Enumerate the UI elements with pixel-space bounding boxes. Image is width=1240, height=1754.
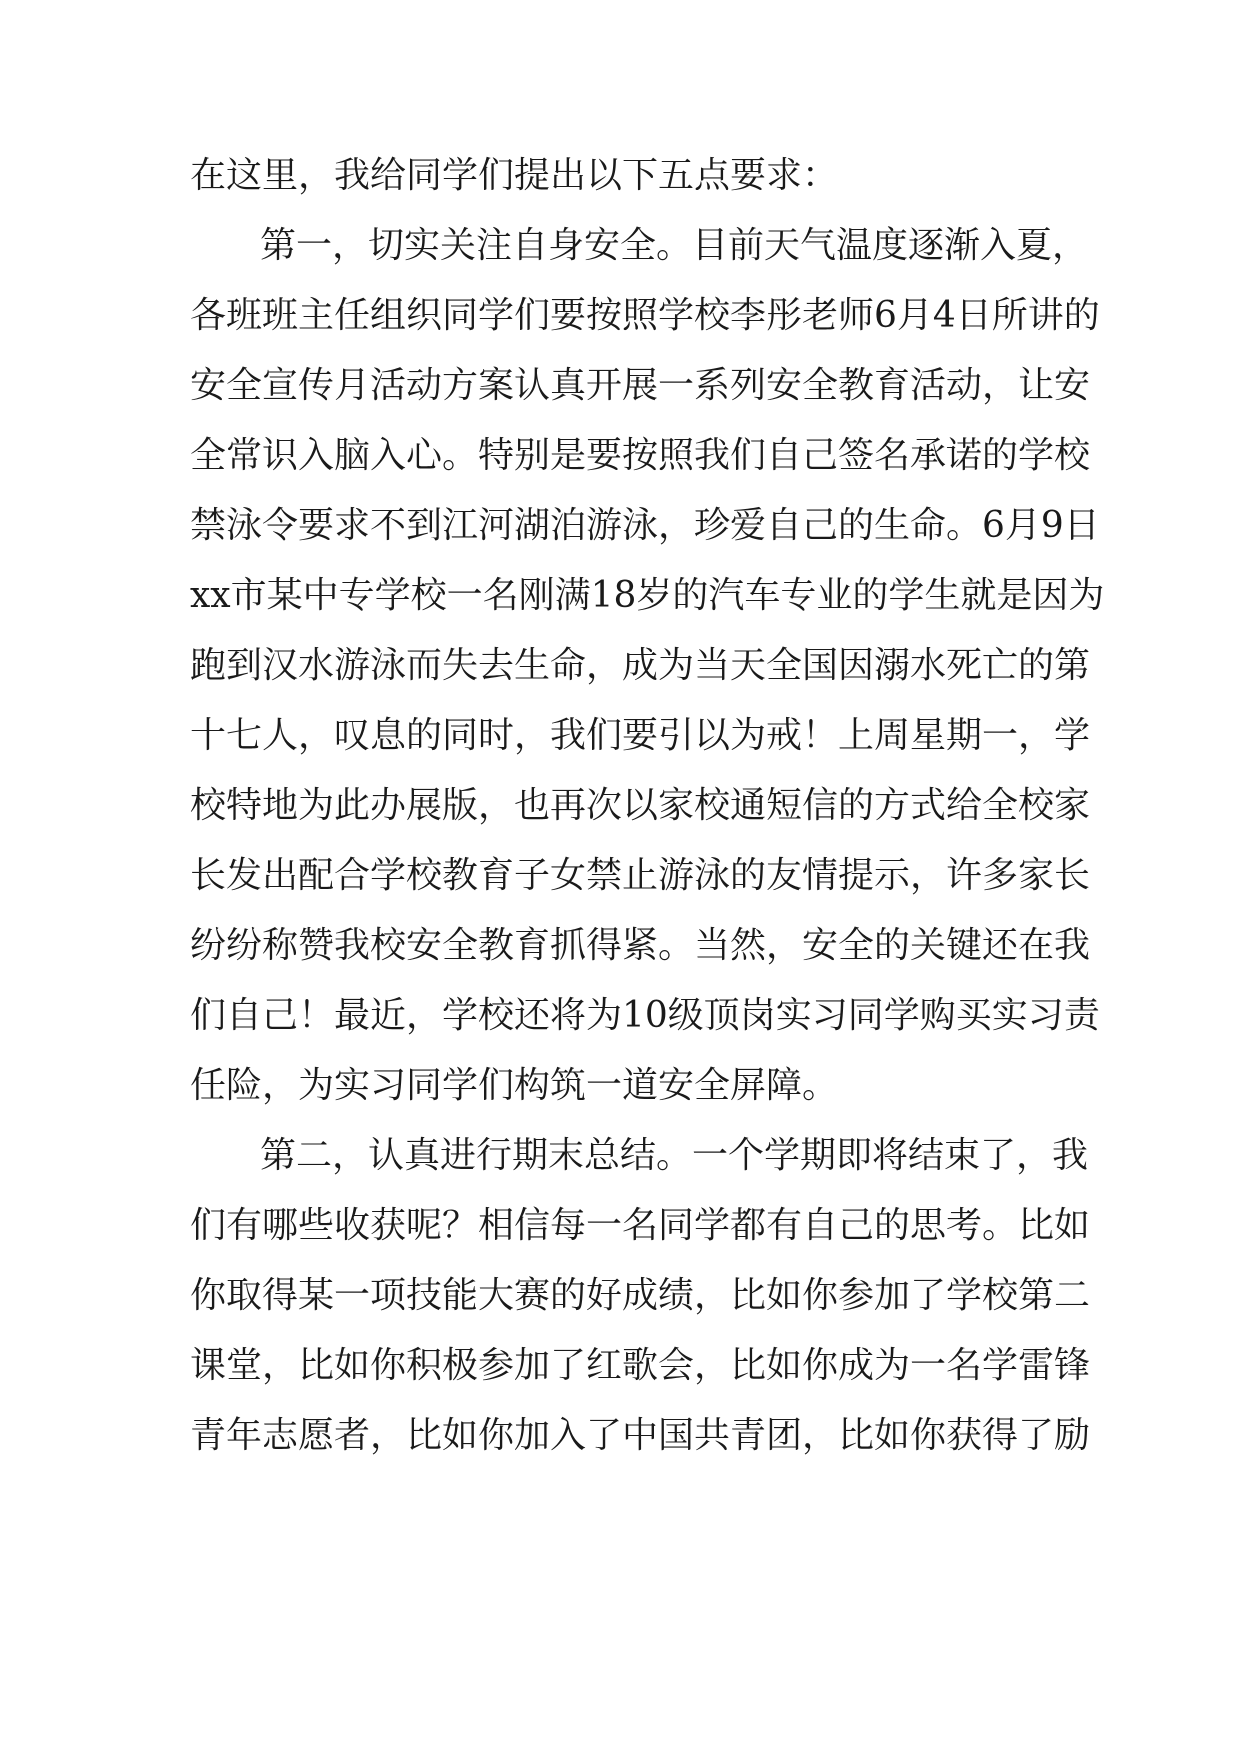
paragraph-line: 安全宣传月活动方案认真开展一系列安全教育活动，让安 — [190, 365, 1091, 406]
paragraph-line: 十七人，叹息的同时，我们要引以为戒！上周星期一，学 — [190, 715, 1091, 756]
paragraph-line: 第二，认真进行期末总结。一个学期即将结束了，我 — [260, 1135, 1089, 1176]
paragraph-line: 第一，切实关注自身安全。目前天气温度逐渐入夏， — [260, 225, 1089, 266]
paragraph-line: 任险，为实习同学们构筑一道安全屏障。 — [190, 1065, 839, 1106]
paragraph-line: 全常识入脑入心。特别是要按照我们自己签名承诺的学校 — [190, 435, 1091, 476]
paragraph-line: 各班班主任组织同学们要按照学校李彤老师6月4日所讲的 — [190, 295, 1100, 336]
paragraph-line: 禁泳令要求不到江河湖泊游泳，珍爱自己的生命。6月9日 — [190, 505, 1100, 546]
paragraph-line: 校特地为此办展版，也再次以家校通短信的方式给全校家 — [190, 785, 1091, 826]
paragraph-line: 青年志愿者，比如你加入了中国共青团，比如你获得了励 — [190, 1415, 1091, 1456]
paragraph-line: 你取得某一项技能大赛的好成绩，比如你参加了学校第二 — [190, 1275, 1091, 1316]
paragraph-line: xx市某中专学校一名刚满18岁的汽车专业的学生就是因为 — [190, 575, 1105, 616]
paragraph-line: 们有哪些收获呢？相信每一名同学都有自己的思考。比如 — [190, 1205, 1091, 1246]
paragraph-line: 课堂，比如你积极参加了红歌会，比如你成为一名学雷锋 — [190, 1345, 1091, 1386]
paragraph-line: 在这里，我给同学们提出以下五点要求： — [190, 155, 839, 196]
paragraph-line: 纷纷称赞我校安全教育抓得紧。当然，安全的关键还在我 — [190, 925, 1091, 966]
paragraph-line: 们自己！最近，学校还将为10级顶岗实习同学购买实习责 — [190, 995, 1100, 1036]
paragraph-line: 跑到汉水游泳而失去生命，成为当天全国因溺水死亡的第 — [190, 645, 1091, 686]
paragraph-line: 长发出配合学校教育子女禁止游泳的友情提示，许多家长 — [190, 855, 1091, 896]
